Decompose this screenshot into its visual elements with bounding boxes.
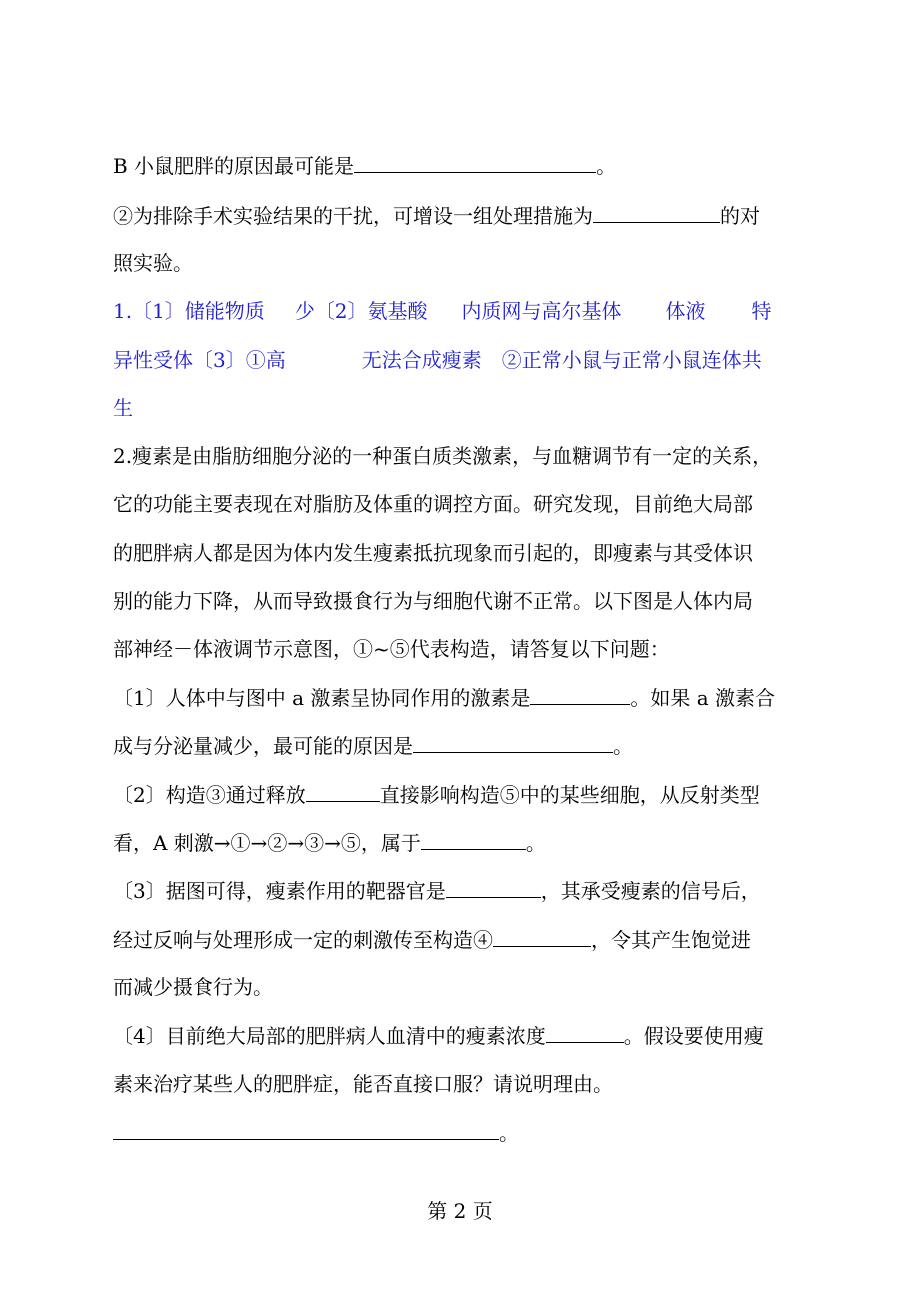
answer-blank [421,829,526,850]
text: 。 [499,1121,519,1145]
subquestion-2-line-2 [113,828,546,858]
text: 的对 [720,204,760,228]
text: 〔4〕目前绝大局部的肥胖病人血清中的瘦素浓度 [113,1024,546,1048]
prev-question-line-3 [113,248,193,278]
page-number: 第 2 页 [427,1199,493,1223]
answer-text: 生 [113,396,133,420]
subquestion-2-line-1 [113,780,760,810]
text: 2.瘦素是由脂肪细胞分泌的一种蛋白质类激素，与血糖调节有一定的关系， [113,444,773,468]
answer-text: 体液 [665,299,706,323]
subquestion-3-line-1 [113,876,761,906]
text: 看，A 刺激→①→②→③→⑤，属于 [113,831,421,855]
answer-blank [306,781,380,802]
answer-text: 特 [751,299,772,323]
text: 而减少摄食行为。 [113,975,273,999]
answer-blank [413,732,613,753]
text: 它的功能主要表现在对脂肪及体重的调控方面。研究发现，目前绝大局部 [113,492,753,516]
answer-text: 少〔2〕氨基酸 [294,299,428,323]
text: B 小鼠肥胖的原因最可能是 [113,154,355,178]
answer-blank [354,152,596,173]
text: 。如果 a 激素合 [630,686,776,710]
subquestion-4-line-1 [113,1021,764,1051]
question2-intro-line-2 [113,489,753,519]
answer-blank [113,1119,499,1140]
subquestion-1-line-2 [113,731,633,761]
text: 部神经－体液调节示意图，①~⑤代表构造，请答复以下问题： [113,637,670,661]
text: 别的能力下降，从而导致摄食行为与细胞代谢不正常。以下图是人体内局 [113,589,753,613]
question2-intro-line-3 [113,538,753,568]
text: 经过反响与处理形成一定的刺激传至构造④ [113,928,493,952]
text: 素来治疗某些人的肥胖症，能否直接口服？请说明理由。 [113,1072,613,1096]
text: 直接影响构造⑤中的某些细胞，从反射类型 [379,783,760,807]
answer-blank [493,926,591,947]
subquestion-3-line-3 [113,972,273,1002]
answer-key-line-2 [113,345,762,375]
prev-question-line-2 [113,201,760,231]
answer-blank [530,684,630,705]
text: ，其承受瘦素的信号后， [540,879,761,903]
text: 。 [596,154,617,178]
subquestion-1-line-1 [113,683,775,713]
question2-intro-line-4 [113,586,753,616]
text: 〔3〕据图可得，瘦素作用的靶器官是 [113,879,446,903]
answer-blank [593,202,720,223]
answer-text: 内质网与高尔基体 [461,299,622,323]
question2-intro-line-1 [113,441,772,471]
answer-text: ②正常小鼠与正常小鼠连体共 [501,348,762,372]
answer-blank [546,1022,624,1043]
answer-key-line-1 [113,296,772,326]
text: ，令其产生饱觉进 [591,928,751,952]
text: 。假设要使用瘦 [623,1024,764,1048]
answer-text: 1.〔1〕储能物质 [113,299,265,323]
answer-blank [446,877,541,898]
answer-key-line-3 [113,393,133,423]
text: 照实验。 [113,251,193,275]
text: 成与分泌量减少，最可能的原因是 [113,734,413,758]
question2-intro-line-5 [113,634,670,664]
subquestion-4-line-2 [113,1069,613,1099]
subquestion-3-line-2 [113,925,751,955]
text: 〔1〕人体中与图中 a 激素呈协同作用的激素是 [113,686,531,710]
answer-text: 无法合成瘦素 [361,348,482,372]
answer-text: 异性受体〔3〕①高 [113,348,286,372]
text: 〔2〕构造③通过释放 [113,783,306,807]
text: 。 [613,734,633,758]
prev-question-line-1 [113,151,616,181]
text: 的肥胖病人都是因为体内发生瘦素抵抗现象而引起的，即瘦素与其受体识 [113,541,753,565]
text: ②为排除手术实验结果的干扰，可增设一组处理措施为 [113,204,593,228]
subquestion-4-line-3 [113,1118,519,1148]
text: 。 [525,831,546,855]
